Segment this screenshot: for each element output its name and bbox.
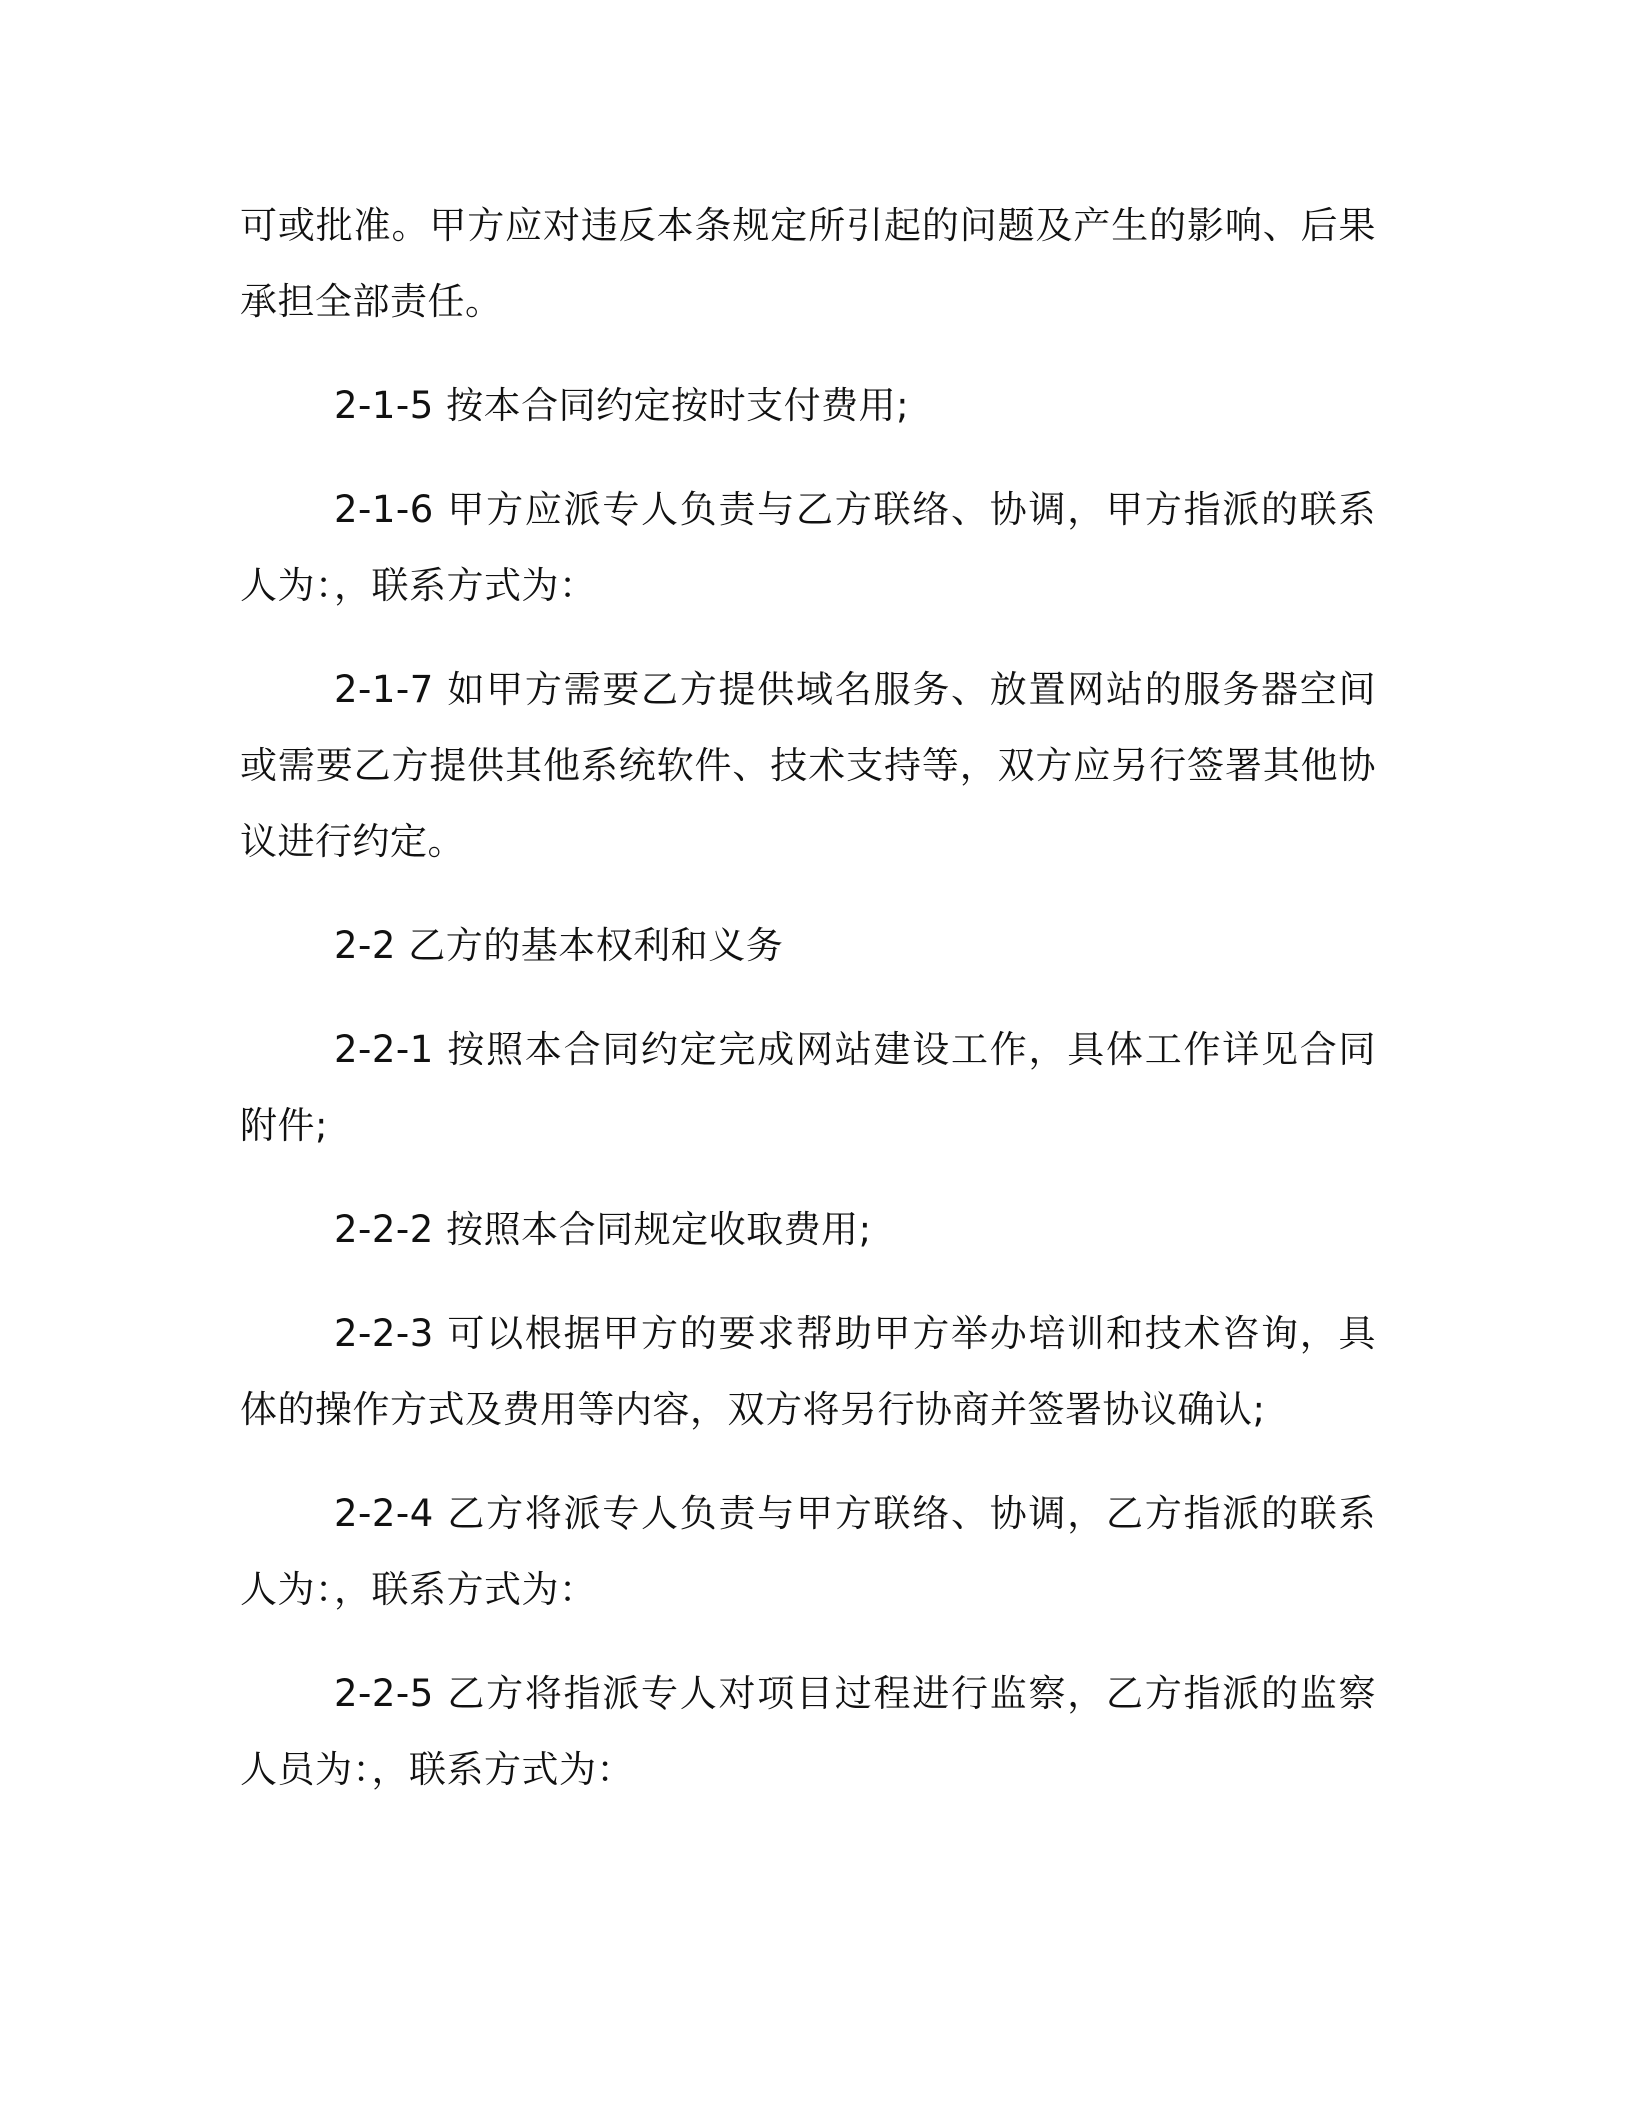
section-heading-2-2: 2-2 乙方的基本权利和义务 xyxy=(334,924,784,967)
clause-2-2-1: 2-2-1 按照本合同约定完成网站建设工作，具体工作详见合同附件; xyxy=(240,1028,1376,1147)
clause-2-2-5: 2-2-5 乙方将指派专人对项目过程进行监察，乙方指派的监察人员为：，联系方式为： xyxy=(240,1672,1376,1791)
clause-2-2-2: 2-2-2 按照本合同规定收取费用; xyxy=(334,1208,872,1251)
clause-2-1-7: 2-1-7 如甲方需要乙方提供域名服务、放置网站的服务器空间或需要乙方提供其他系统软件、技术支持等，双方应另行签署其他协议进行约定。 xyxy=(240,668,1376,863)
clause-2-2-4: 2-2-4 乙方将派专人负责与甲方联络、协调，乙方指派的联系人为：，联系方式为： xyxy=(240,1492,1376,1611)
clause-2-2-3: 2-2-3 可以根据甲方的要求帮助甲方举办培训和技术咨询，具体的操作方式及费用等内容，双方将另行协商并签署协议确认; xyxy=(240,1312,1376,1431)
document-body xyxy=(240,188,1376,1808)
clause-2-1-6: 2-1-6 甲方应派专人负责与乙方联络、协调，甲方指派的联系人为：，联系方式为： xyxy=(240,488,1376,607)
paragraph-responsibility-continuation: 可或批准。甲方应对违反本条规定所引起的问题及产生的影响、后果承担全部责任。 xyxy=(240,204,1376,323)
clause-2-1-5: 2-1-5 按本合同约定按时支付费用; xyxy=(334,384,910,427)
